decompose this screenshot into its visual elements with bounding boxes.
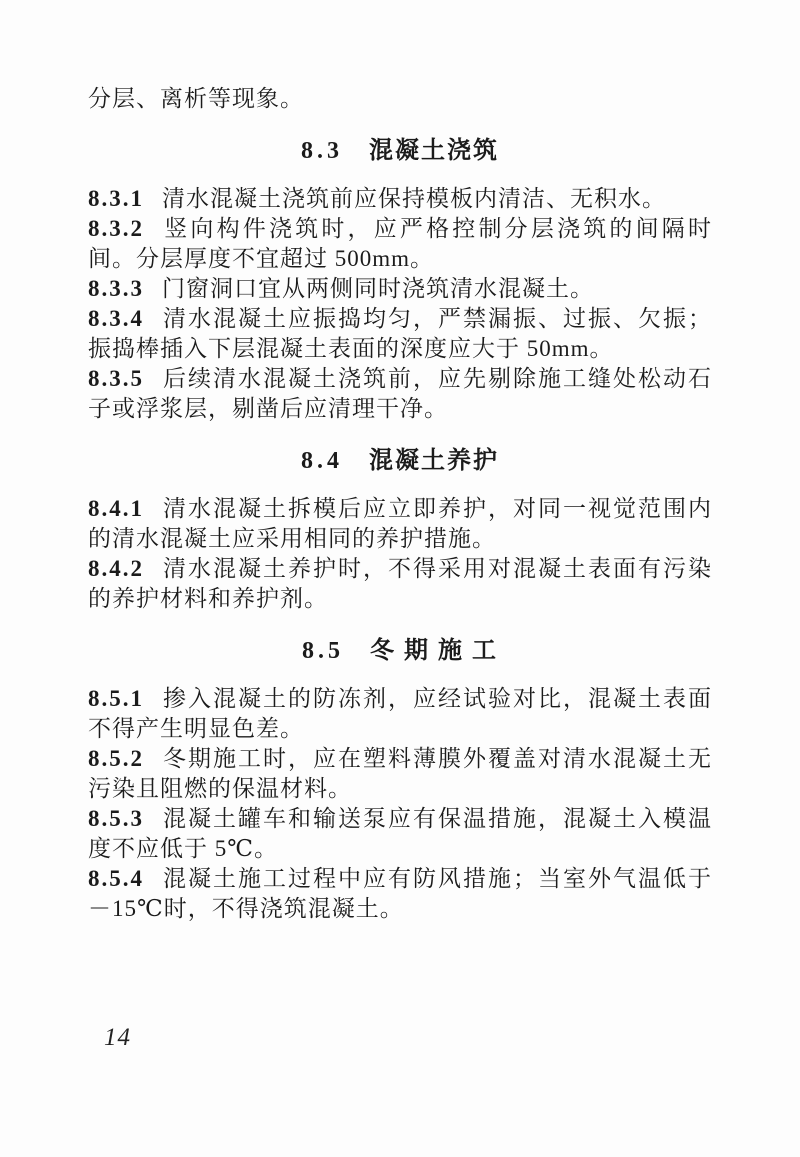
clause-text: 后续清水混凝土浇筑前，应先剔除施工缝处松动石子或浮浆层，剔凿后应清理干净。 xyxy=(88,366,712,421)
clause-number: 8.3.5 xyxy=(88,366,144,391)
clause-text: 竖向构件浇筑时，应严格控制分层浇筑的间隔时间。分层厚度不宜超过 500mm。 xyxy=(88,216,712,271)
section-title: 混凝土浇筑 xyxy=(369,138,499,164)
clause-8-3-5 xyxy=(88,364,712,424)
clause-number: 8.3.3 xyxy=(88,276,144,301)
clause-text: 冬期施工时，应在塑料薄膜外覆盖对清水混凝土无污染且阻燃的保温材料。 xyxy=(88,746,712,801)
section-heading-8-4 xyxy=(88,446,712,476)
page-number: 14 xyxy=(104,1024,131,1051)
clause-number: 8.3.4 xyxy=(88,306,144,331)
clause-text: 清水混凝土养护时，不得采用对混凝土表面有污染的养护材料和养护剂。 xyxy=(88,556,712,611)
clause-text: 清水混凝土应振捣均匀，严禁漏振、过振、欠振；振捣棒插入下层混凝土表面的深度应大于 50mm。 xyxy=(88,306,712,361)
clause-8-5-2 xyxy=(88,744,712,804)
clause-text: 混凝土罐车和输送泵应有保温措施，混凝土入模温度不应低于 5℃。 xyxy=(88,806,712,861)
clause-8-4-2 xyxy=(88,554,712,614)
section-title: 冬 期 施 工 xyxy=(370,638,498,664)
clause-8-5-4 xyxy=(88,864,712,924)
clause-8-3-4 xyxy=(88,304,712,364)
clause-8-3-3 xyxy=(88,274,712,304)
clause-number: 8.4.2 xyxy=(88,556,144,581)
clause-text: 混凝土施工过程中应有防风措施；当室外气温低于－15℃时，不得浇筑混凝土。 xyxy=(88,866,712,921)
clause-8-5-1 xyxy=(88,684,712,744)
section-heading-8-3 xyxy=(88,136,712,166)
section-heading-8-5 xyxy=(88,636,712,666)
section-number: 8.5 xyxy=(302,638,344,664)
clause-8-5-3 xyxy=(88,804,712,864)
section-number: 8.4 xyxy=(301,448,343,474)
clause-8-3-2 xyxy=(88,214,712,274)
clause-number: 8.5.1 xyxy=(88,686,144,711)
clause-number: 8.5.3 xyxy=(88,806,144,831)
intro-paragraph: 分层、离析等现象。 xyxy=(88,86,304,111)
page-content xyxy=(88,84,712,924)
clause-text: 清水混凝土浇筑前应保持模板内清洁、无积水。 xyxy=(162,186,666,211)
clause-number: 8.3.1 xyxy=(88,186,144,211)
section-title: 混凝土养护 xyxy=(369,448,499,474)
clause-text: 门窗洞口宜从两侧同时浇筑清水混凝土。 xyxy=(162,276,594,301)
clause-8-3-1 xyxy=(88,184,712,214)
clause-number: 8.5.4 xyxy=(88,866,144,891)
clause-number: 8.3.2 xyxy=(88,216,144,241)
clause-number: 8.4.1 xyxy=(88,496,144,521)
section-number: 8.3 xyxy=(301,138,343,164)
clause-8-4-1 xyxy=(88,494,712,554)
clause-number: 8.5.2 xyxy=(88,746,144,771)
clause-text: 清水混凝土拆模后应立即养护，对同一视觉范围内的清水混凝土应采用相同的养护措施。 xyxy=(88,496,712,551)
clause-text: 掺入混凝土的防冻剂，应经试验对比，混凝土表面不得产生明显色差。 xyxy=(88,686,712,741)
